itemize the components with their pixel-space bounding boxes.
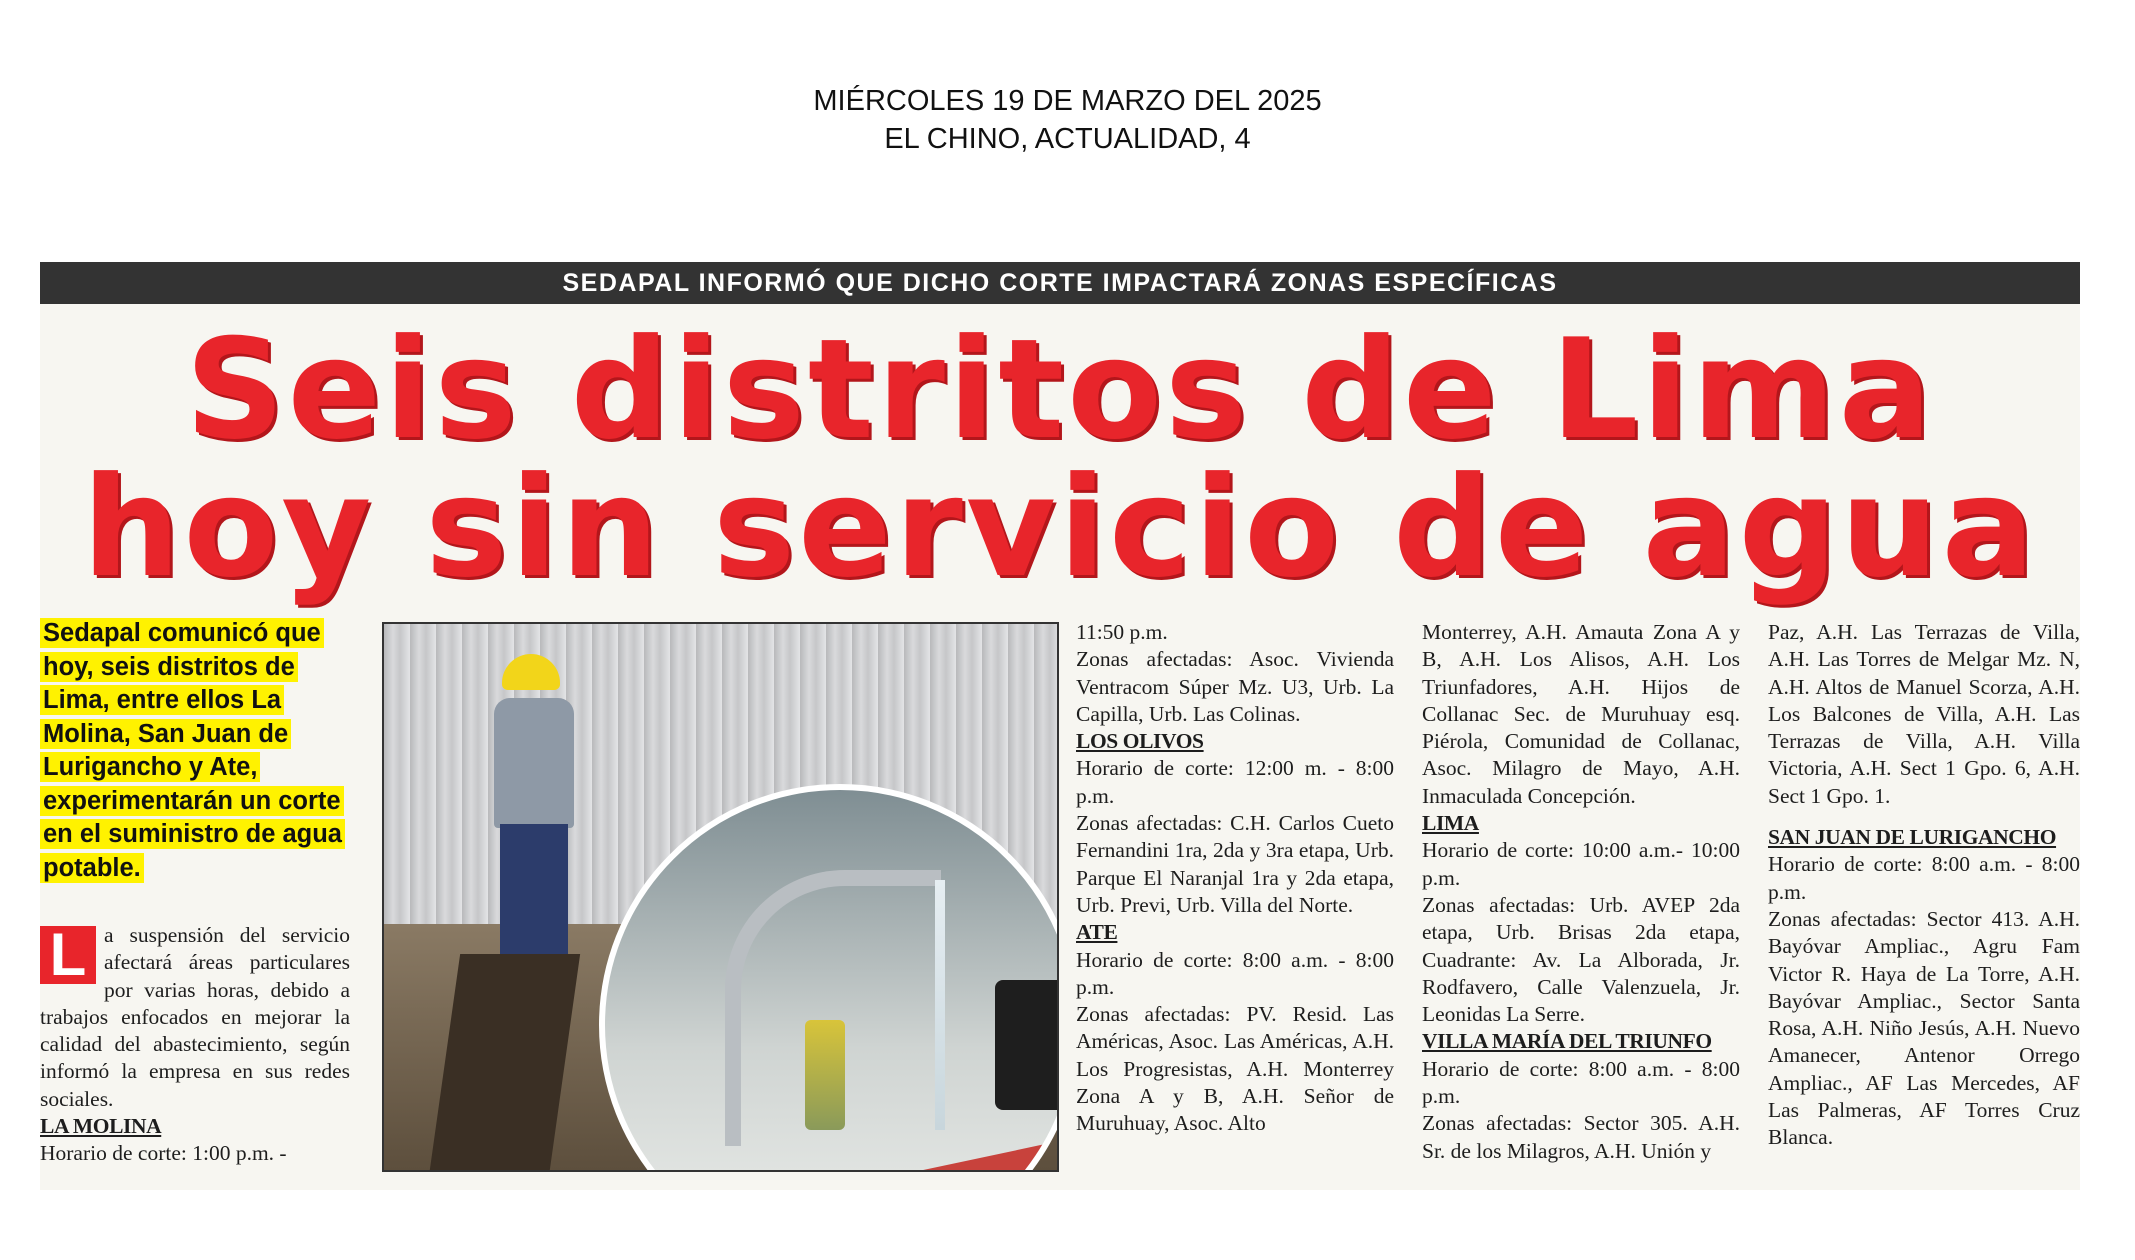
sjl-zonas: Zonas afectadas: Sector 413. A.H. Bayóvar Ampliac., Agru Fam Victor R. Haya de La Torre, A.H. Bayóvar Ampliac., Sector Santa Rosa, A.H. Niño Jesús, A.H. Nuevo Amanecer, Antenor Orrego Ampliac., AF Las Mercedes, AF Las Palmeras, AF Torres Cruz Blanca. xyxy=(1768,906,2080,1150)
lima-zonas: Zonas afectadas: Urb. AVEP 2da etapa, Urb. Brisas 2da etapa, Cuadrante: Av. La Alborada, Jr. Rodfavero, Calle Valenzuela, Jr. Leonidas La Serre. xyxy=(1422,892,1740,1027)
lede-paragraph xyxy=(40,617,362,885)
torso-shape xyxy=(494,698,574,828)
sjl-horario: Horario de corte: 8:00 a.m. - 8:00 p.m. xyxy=(1768,852,2080,904)
intro-text: a suspensión del servicio afectará áreas particulares por varias horas, debido a trabajos enfocados en mejorar la calidad del abastecimiento, según informó la empresa en sus redes sociales. xyxy=(40,923,350,1111)
date-line: MIÉRCOLES 19 DE MARZO DEL 2025 xyxy=(813,85,1322,117)
article-photo xyxy=(382,622,1059,1172)
subhead-sjl: SAN JUAN DE LURIGANCHO xyxy=(1768,825,2057,850)
villa-maria-zonas: Zonas afectadas: Sector 305. A.H. Sr. de los Milagros, A.H. Unión y xyxy=(1422,1111,1740,1163)
la-molina-horario: Horario de corte: 1:00 p.m. - xyxy=(40,1141,287,1166)
ate-zonas: Zonas afectadas: PV. Resid. Las Américas, Asoc. Las Américas, A.H. Los Progresistas, A.H. Monterrey Zona A y B, A.H. Señor de Muruhuay, Asoc. Alto xyxy=(1076,1002,1394,1136)
column-3 xyxy=(1422,619,1740,1165)
column-1 xyxy=(40,922,350,1168)
helmet-shape xyxy=(502,654,560,690)
photo-inset-faucet xyxy=(599,784,1059,1172)
column-4 xyxy=(1768,619,2080,1152)
ate-zonas-cont: Monterrey, A.H. Amauta Zona A y B, A.H. Los Alisos, A.H. Los Triunfadores, A.H. Hijos de Collanac Sec. de Muruhuay esq. Piérola, Comunidad de Collanac, Asoc. Milagro de Mayo, A.H. Inmaculada Concepción. xyxy=(1422,620,1740,808)
newspaper-clipping xyxy=(40,262,2080,1190)
lede-highlight: Sedapal comunicó que hoy, seis distritos de Lima, entre ellos La Molina, San Juan de Lurigancho y Ate, experimentarán un corte en el suministro de agua potable. xyxy=(40,618,345,883)
photo-worker xyxy=(494,654,574,954)
la-molina-horario-end: 11:50 p.m. xyxy=(1076,620,1168,644)
subhead-villa-maria: VILLA MARÍA DEL TRIUNFO xyxy=(1422,1029,1712,1054)
villa-maria-zonas-cont: Paz, A.H. Las Terrazas de Villa, A.H. Las Torres de Melgar Mz. N, A.H. Altos de Manuel Scorza, A.H. Los Balcones de Villa, A.H. Las Terrazas de Villa, A.H. Villa Victoria, A.H. Sect 1 Gpo. 6, A.H. Sect 1 Gpo. 1. xyxy=(1768,620,2080,808)
dispenser-shape xyxy=(995,980,1059,1110)
water-stream xyxy=(935,880,945,1130)
la-molina-zonas: Zonas afectadas: Asoc. Vivienda Ventracom Súper Mz. U3, Urb. La Capilla, Urb. Las Colinas. xyxy=(1076,647,1394,726)
headline-line-1: Seis distritos de Lima xyxy=(185,309,1935,470)
dropcap: L xyxy=(40,926,96,984)
los-olivos-horario: Horario de corte: 12:00 m. - 8:00 p.m. xyxy=(1076,756,1394,808)
subhead-los-olivos: LOS OLIVOS xyxy=(1076,729,1204,754)
villa-maria-horario: Horario de corte: 8:00 a.m. - 8:00 p.m. xyxy=(1422,1056,1740,1109)
legs-shape xyxy=(500,824,568,954)
los-olivos-zonas: Zonas afectadas: C.H. Carlos Cueto Fernandini 1ra, 2da y 3ra etapa, Urb. Parque El Naranjal 1ra y 2da etapa, Urb. Previ, Urb. Villa del Norte. xyxy=(1076,811,1394,917)
lima-horario: Horario de corte: 10:00 a.m.- 10:00 p.m. xyxy=(1422,838,1740,890)
subhead-ate: ATE xyxy=(1076,920,1118,945)
subhead-la-molina: LA MOLINA xyxy=(40,1114,162,1139)
column-2 xyxy=(1076,619,1394,1138)
intro-paragraph xyxy=(40,922,350,1113)
page-date xyxy=(0,82,2135,158)
subhead-lima: LIMA xyxy=(1422,811,1479,836)
kicker-banner: SEDAPAL INFORMÓ QUE DICHO CORTE IMPACTARÁ ZONAS ESPECÍFICAS xyxy=(40,262,2080,304)
headline-line-2: hoy sin servicio de agua xyxy=(82,447,2038,608)
bottle-shape xyxy=(805,1020,845,1130)
section-line: EL CHINO, ACTUALIDAD, 4 xyxy=(884,123,1251,155)
ate-horario: Horario de corte: 8:00 a.m. - 8:00 p.m. xyxy=(1076,947,1394,999)
